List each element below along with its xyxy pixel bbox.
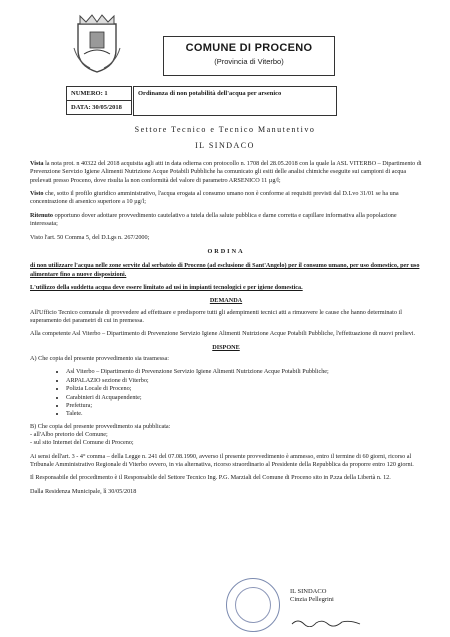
ordina-heading: ORDINA — [207, 247, 245, 255]
province-name: (Provincia di Viterbo) — [214, 57, 284, 66]
official-stamp — [226, 578, 280, 632]
ordinance-subject: Ordinanza di non potabilità dell'acqua per arsenico — [133, 86, 337, 116]
ritenuto-text: opportuno dover adottare provvedimento cautelativo a tutela della salute pubblica e darne corretta e capillare informativa alla popolazione interessata; — [30, 211, 397, 228]
list-item: • Prefettura; — [66, 402, 422, 410]
recipients-list — [30, 368, 422, 418]
publication-sito: - sul sito Internet del Comune di Proceno; — [30, 439, 134, 447]
list-item: • ARPALAZIO sezione di Viterbo; — [66, 377, 422, 385]
list-item: • Asl Viterbo – Dipartimento di Prevenzione Servizio Igiene Alimenti Nutrizione Acque Potabili Pubbliche; — [66, 368, 422, 376]
ordinance-date: DATA: 30/05/2018 — [67, 100, 131, 114]
sector-heading: Settore Tecnico e Tecnico Manutentivo — [134, 125, 316, 134]
dispone-a: A) Che copia del presente provvedimento sia trasmessa: — [30, 355, 170, 363]
demanda-text-2: Alla competente Asl Viterbo – Dipartimento di Prevenzione Servizio Igiene Alimenti Nutrizione Acque Potabili Pubbliche, l'effettuazione di nuovi prelievi. — [30, 330, 416, 338]
municipality-name: COMUNE DI PROCENO — [185, 42, 313, 54]
ordinance-body — [30, 160, 422, 501]
responsabile-text: Il Responsabile del procedimento è il Responsabile del Settore Tecnico Ing. P.G. Marziali del Comune di Proceno sito in P.zza della Libertà n. 12. — [30, 474, 391, 482]
dispone-heading: DISPONE — [212, 343, 240, 351]
visto-text: che, sotto il profilo giuridico amministrativo, l'acqua erogata al consumo umano non è conforme ai requisiti previsti dal D.Lvo 31/01 se ha una concentrazione di arsenico superiore a 10 µg/l; — [30, 190, 399, 206]
signature-name: Cinzia Pellegrini — [290, 596, 334, 604]
ricorso-text: Ai sensi dell'art. 3 - 4° comma – della Legge n. 241 del 07.08.1990, avverso il presente provvedimento è ammesso, entro il termine di 60 giorni, ricorso al Tribunale Amministrativo Regionale di Viterbo ovvero, in via alternativa, ricorso straordinario al Presidente della Repubblica da proporre entro 120 giorni. — [30, 452, 414, 469]
publication-albo: - all'Albo pretorio del Comune; — [30, 430, 108, 438]
residenza-text: Dalla Residenza Municipale, lì 30/05/2018 — [30, 487, 137, 495]
ordina-text-2: L'utilizzo della suddetta acqua deve essere limitato ad usi in impianti tecnologici e per igiene domestica. — [30, 283, 303, 291]
vista-text: la nota prot. n 40322 del 2018 acquisita agli atti in data odierna con protocollo n. 1708 del 28.05.2018 con la quale la ASL VITERBO – Dipartimento di Prevenzione Servizio Igiene Alimenti Nutrizione Acque Potabili Pubbliche ha comunicato gli esiti delle analisi chimiche eseguite sui campioni di acqua prelevati presso Proceno, dove risulta la non conformità del valore di parametro ARSENICO 11 µg/l; — [30, 160, 422, 184]
official-stamp-inner — [235, 587, 271, 623]
mayor-heading: IL SINDACO — [195, 141, 255, 150]
coat-of-arms-logo — [70, 10, 124, 74]
visto-label: Visto — [30, 190, 44, 198]
handwritten-signature — [290, 617, 370, 627]
signature-block — [290, 588, 334, 605]
ordinance-number: NUMERO: 1 — [71, 90, 108, 97]
demanda-text-1: All'Ufficio Tecnico comunale di provvedere ad effettuare e predisporre tutti gli adempimenti tecnici atti a rimuovere le cause che hanno determinato il superamento dei parametri di cui in premessa. — [30, 308, 402, 325]
list-item: • Talete. — [66, 410, 422, 418]
municipality-title-box — [163, 36, 335, 76]
vista-label: Vista — [30, 160, 44, 167]
paragraph-ritenuto — [30, 212, 422, 229]
ordina-text-1: di non utilizzare l'acqua nelle zone servite dal serbatoio di Proceno (ad esclusione di Sant'Angelo) per il consumo umano, per uso domestico, per uso alimentare fino a nuove disposizioni. — [30, 262, 420, 278]
list-item: • Carabinieri di Acquapendente; — [66, 394, 422, 402]
signature-title: IL SINDACO — [290, 588, 327, 595]
paragraph-visto — [30, 190, 422, 207]
ordinance-meta — [66, 86, 132, 115]
dispone-b: B) Che copia del presente provvedimento sia pubblicata: — [30, 422, 171, 430]
list-item: • Polizia Locale di Proceno; — [66, 385, 422, 393]
paragraph-visto-art: Visto l'art. 50 Comma 5, del D.Lgs n. 267/2000; — [30, 233, 150, 241]
paragraph-vista — [30, 160, 422, 185]
ritenuto-label: Ritenuto — [30, 211, 54, 219]
demanda-heading: DEMANDA — [209, 297, 243, 305]
